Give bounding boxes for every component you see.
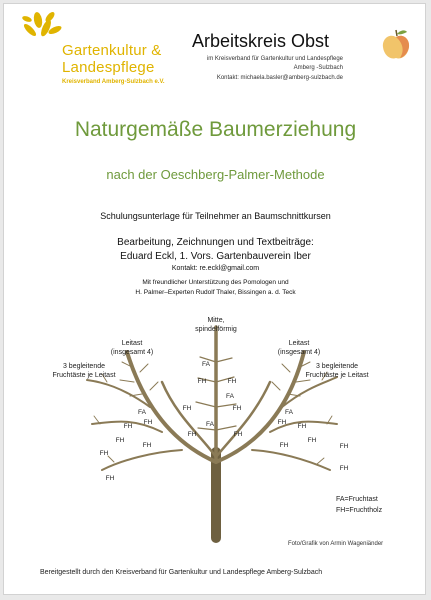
authorship-line-2: Eduard Eckl, 1. Vors. Gartenbauverein Iber [120, 251, 311, 262]
fh-label: FH [227, 378, 237, 385]
right-fruit-label-1: 3 begleitende [315, 363, 359, 370]
fh-label: FH [197, 378, 207, 385]
image-credit: Foto/Grafik von Armin Wageniänder [288, 541, 384, 547]
support-line-1: Mit freundlicher Unterstützung des Pomologen und [142, 279, 289, 286]
authorship-line-1: Bearbeitung, Zeichnungen und Textbeiträge: [117, 237, 314, 248]
contact-line: Kontakt: re.eckl@gmail.com [171, 265, 260, 272]
document-subtitle: nach der Oeschberg-Palmer-Methode [106, 167, 325, 182]
support-line-2: H. Palmer–Experten Rudolf Thaler, Bissingen a. d. Teck [135, 289, 296, 296]
fh-label: FH [182, 405, 192, 412]
course-line: Schulungsunterlage für Teilnehmer an Baumschnittkursen [100, 211, 331, 221]
fh-label: FH [105, 475, 115, 482]
fh-label: FH [187, 431, 197, 438]
document-title: Naturgemäße Baumerziehung [74, 118, 357, 141]
right-fruit-label-2: Fruchtäste je Leitast [305, 372, 369, 379]
fh-label: FH [99, 450, 109, 457]
logo-line-2: Landespflege [62, 59, 155, 76]
left-leader-label-1: Leitast [121, 340, 143, 347]
fh-label: FH [279, 442, 289, 449]
left-fruit-label-2: Fruchtäste je Leitast [52, 372, 116, 379]
center-label-2: spindelförmig [195, 326, 237, 333]
header-line-3: Kontakt: michaela.basler@amberg-sulzbach.de [216, 75, 343, 81]
fh-label: FH [232, 405, 242, 412]
fh-label: FH [115, 437, 125, 444]
fh-label: FH [277, 419, 287, 426]
right-leader-label-2: (insgesamt 4) [277, 349, 321, 356]
tree-pruning-diagram [32, 312, 369, 538]
logo-subtitle: Kreisverband Amberg-Sulzbach e.V. [62, 79, 165, 85]
fh-label: FH [233, 431, 243, 438]
fh-label: FH [123, 423, 133, 430]
fa-label: FA [202, 361, 210, 368]
fa-label: FA [226, 393, 234, 400]
fh-label: FH [297, 423, 307, 430]
header-line-2: Amberg -Sulzbach [293, 65, 343, 71]
header-title: Arbeitskreis Obst [192, 31, 330, 51]
header-line-1: im Kreisverband für Gartenkultur und Landespflege [206, 56, 343, 62]
center-label-1: Mitte, [207, 317, 225, 324]
fa-label: FA [206, 421, 214, 428]
fh-label: FH [307, 437, 317, 444]
fa-label: FA [285, 409, 293, 416]
document-page [3, 3, 426, 595]
logo-line-1: Gartenkultur & [62, 42, 162, 59]
fh-label: FH [142, 442, 152, 449]
fh-label: FH [339, 443, 349, 450]
footer-text: Bereitgestellt durch den Kreisverband für Gartenkultur und Landespflege Amberg-Sulzbach [40, 569, 323, 576]
left-leader-label-2: (insgesamt 4) [110, 349, 154, 356]
fa-label: FA [138, 409, 146, 416]
fh-label: FH [339, 465, 349, 472]
right-leader-label-1: Leitast [288, 340, 310, 347]
left-fruit-label-1: 3 begleitende [62, 363, 106, 370]
fh-label: FH [143, 419, 153, 426]
club-logo [24, 12, 194, 92]
tree-drawing [87, 327, 337, 538]
legend-fh: FH=Fruchtholz [336, 507, 383, 514]
apple-icon [381, 27, 411, 61]
legend-fa: FA=Fruchtast [336, 496, 378, 503]
